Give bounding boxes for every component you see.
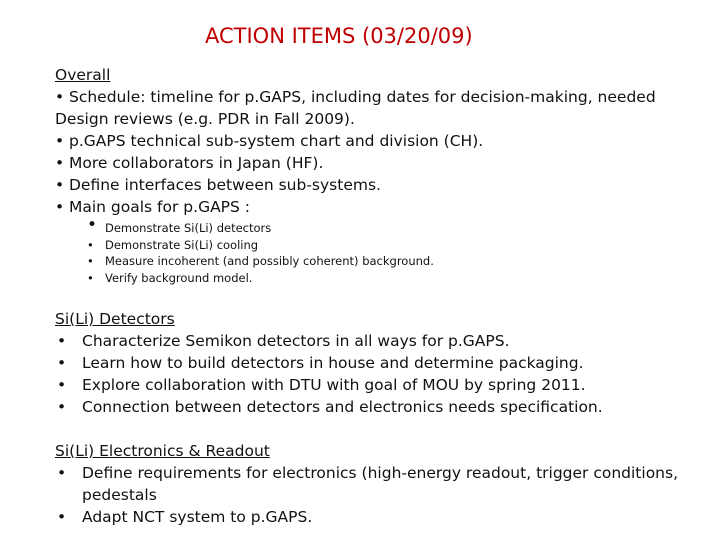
electronics-item-nct: • Adapt NCT system to p.GAPS. xyxy=(55,506,695,528)
section-spacer xyxy=(55,286,695,308)
page-title: ACTION ITEMS (03/20/09) xyxy=(205,24,473,48)
overall-item-interfaces: • Define interfaces between sub-systems. xyxy=(55,174,695,196)
electronics-item-requirements: • Define requirements for electronics (high-energy readout, trigger conditions, xyxy=(55,462,695,484)
detectors-item: • Characterize Semikon detectors in all ways for p.GAPS. xyxy=(55,330,695,352)
detectors-item: • Explore collaboration with DTU with goal of MOU by spring 2011. xyxy=(55,374,695,396)
goal-item: • Demonstrate Si(Li) detectors xyxy=(55,220,695,237)
section-spacer xyxy=(55,418,695,440)
overall-item-collaborators: • More collaborators in Japan (HF). xyxy=(55,152,695,174)
overall-item-subsystem-chart: • p.GAPS technical sub-system chart and division (CH). xyxy=(55,130,695,152)
overall-item-schedule: • Schedule: timeline for p.GAPS, including dates for decision-making, needed xyxy=(55,86,695,108)
overall-item-schedule-continued: Design reviews (e.g. PDR in Fall 2009). xyxy=(55,110,355,128)
detectors-item: • Connection between detectors and electronics needs specification. xyxy=(55,396,695,418)
goal-item: • Measure incoherent (and possibly coherent) background. xyxy=(55,253,695,270)
electronics-item-requirements-continued: pedestals xyxy=(82,486,157,504)
detectors-heading: Si(Li) Detectors xyxy=(55,310,175,328)
goal-item: • Demonstrate Si(Li) cooling xyxy=(55,237,695,254)
document-body xyxy=(55,64,695,528)
electronics-section xyxy=(55,440,695,528)
overall-heading: Overall xyxy=(55,66,111,84)
main-goals-list xyxy=(55,220,695,286)
overall-section xyxy=(55,64,695,286)
detectors-section xyxy=(55,308,695,418)
detectors-item: • Learn how to build detectors in house and determine packaging. xyxy=(55,352,695,374)
overall-item-main-goals: • Main goals for p.GAPS : xyxy=(55,196,695,218)
electronics-heading: Si(Li) Electronics & Readout xyxy=(55,442,270,460)
goal-item: • Verify background model. xyxy=(55,270,695,287)
